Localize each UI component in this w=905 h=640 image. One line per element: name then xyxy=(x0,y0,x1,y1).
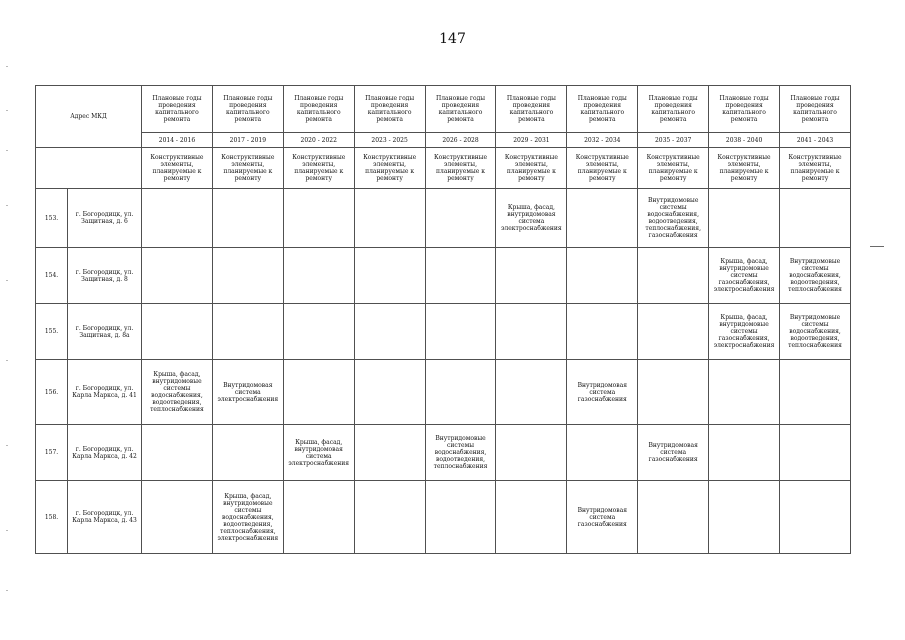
repair-elements-cell xyxy=(354,425,425,481)
elements-header: Конструктивные элементы, планируемые к ремонту xyxy=(567,148,638,189)
period-header: 2035 - 2037 xyxy=(638,133,709,148)
page-number: 147 xyxy=(439,31,466,47)
repair-elements-cell xyxy=(638,481,709,554)
period-header: 2026 - 2028 xyxy=(425,133,496,148)
repair-elements-cell xyxy=(780,189,851,248)
repair-elements-cell xyxy=(496,248,567,304)
repair-elements-cell xyxy=(142,481,213,554)
repair-elements-cell xyxy=(425,248,496,304)
elements-header: Конструктивные элементы, планируемые к ремонту xyxy=(212,148,283,189)
planned-years-header: Плановые годы проведения капитального ремонта xyxy=(283,86,354,133)
left-edge-mark xyxy=(6,360,8,361)
row-number: 153. xyxy=(36,189,68,248)
planned-years-header: Плановые годы проведения капитального ремонта xyxy=(425,86,496,133)
left-edge-mark xyxy=(6,66,8,67)
planned-years-header: Плановые годы проведения капитального ремонта xyxy=(567,86,638,133)
building-address: г. Богородицк, ул. Карла Маркса, д. 41 xyxy=(68,360,142,425)
planned-years-header: Плановые годы проведения капитального ремонта xyxy=(709,86,780,133)
table-row xyxy=(36,248,851,304)
repair-elements-cell xyxy=(780,360,851,425)
repair-elements-cell xyxy=(142,304,213,360)
elements-header: Конструктивные элементы, планируемые к ремонту xyxy=(283,148,354,189)
repair-elements-cell: Внутридомовые системы водоснабжения, водоотведения, теплоснабжения xyxy=(425,425,496,481)
table-row xyxy=(36,360,851,425)
period-header: 2041 - 2043 xyxy=(780,133,851,148)
repair-elements-cell xyxy=(567,189,638,248)
period-header: 2038 - 2040 xyxy=(709,133,780,148)
repair-elements-cell xyxy=(212,304,283,360)
repair-elements-cell xyxy=(212,425,283,481)
period-header: 2032 - 2034 xyxy=(567,133,638,148)
period-header: 2029 - 2031 xyxy=(496,133,567,148)
address-header: Адрес МКД xyxy=(36,86,142,148)
left-edge-mark xyxy=(6,205,8,206)
building-address: г. Богородицк, ул. Карла Маркса, д. 42 xyxy=(68,425,142,481)
repair-elements-cell xyxy=(425,189,496,248)
table-row xyxy=(36,304,851,360)
repair-elements-cell xyxy=(496,425,567,481)
table-row xyxy=(36,189,851,248)
building-address: г. Богородицк, ул. Карла Маркса, д. 43 xyxy=(68,481,142,554)
repair-elements-cell: Крыша, фасад, внутридомовая система электроснабжения xyxy=(283,425,354,481)
planned-years-header: Плановые годы проведения капитального ремонта xyxy=(496,86,567,133)
repair-elements-cell xyxy=(425,304,496,360)
repair-schedule-table xyxy=(35,85,851,554)
repair-elements-cell: Внутридомовые системы водоснабжения, водоотведения, теплоснабжения xyxy=(780,304,851,360)
repair-elements-cell xyxy=(212,248,283,304)
right-margin-mark xyxy=(870,246,884,247)
header-blank-cell xyxy=(36,148,142,189)
elements-header: Конструктивные элементы, планируемые к ремонту xyxy=(142,148,213,189)
repair-elements-cell xyxy=(142,425,213,481)
repair-elements-cell xyxy=(709,189,780,248)
left-edge-mark xyxy=(6,280,8,281)
repair-elements-cell xyxy=(709,360,780,425)
repair-elements-cell xyxy=(283,360,354,425)
repair-elements-cell xyxy=(142,248,213,304)
period-header: 2020 - 2022 xyxy=(283,133,354,148)
repair-elements-cell xyxy=(496,304,567,360)
repair-elements-cell: Крыша, фасад, внутридомовые системы водоснабжения, водоотведения, теплоснабжения xyxy=(142,360,213,425)
repair-elements-cell xyxy=(567,304,638,360)
elements-header: Конструктивные элементы, планируемые к ремонту xyxy=(638,148,709,189)
row-number: 157. xyxy=(36,425,68,481)
repair-elements-cell xyxy=(496,360,567,425)
repair-elements-cell xyxy=(780,481,851,554)
repair-elements-cell xyxy=(709,481,780,554)
building-address: г. Богородицк, ул. Защитная, д. 8а xyxy=(68,304,142,360)
planned-years-header: Плановые годы проведения капитального ремонта xyxy=(142,86,213,133)
repair-elements-cell xyxy=(283,248,354,304)
repair-elements-cell xyxy=(496,481,567,554)
repair-elements-cell xyxy=(567,248,638,304)
building-address: г. Богородицк, ул. Защитная, д. 8 xyxy=(68,248,142,304)
repair-elements-cell: Крыша, фасад, внутридомовая система электроснабжения xyxy=(496,189,567,248)
repair-elements-cell xyxy=(142,189,213,248)
repair-elements-cell: Внутридомовая система газоснабжения xyxy=(567,481,638,554)
left-edge-mark xyxy=(6,445,8,446)
row-number: 155. xyxy=(36,304,68,360)
repair-elements-cell xyxy=(567,425,638,481)
repair-elements-cell xyxy=(780,425,851,481)
repair-elements-cell: Крыша, фасад, внутридомовые системы водоснабжения, водоотведения, теплоснабжения, электроснабжения xyxy=(212,481,283,554)
elements-header: Конструктивные элементы, планируемые к ремонту xyxy=(354,148,425,189)
left-edge-mark xyxy=(6,150,8,151)
elements-header: Конструктивные элементы, планируемые к ремонту xyxy=(780,148,851,189)
repair-elements-cell xyxy=(425,481,496,554)
repair-elements-cell xyxy=(354,304,425,360)
planned-years-header: Плановые годы проведения капитального ремонта xyxy=(212,86,283,133)
repair-elements-cell xyxy=(354,248,425,304)
planned-years-header: Плановые годы проведения капитального ремонта xyxy=(780,86,851,133)
table-row xyxy=(36,425,851,481)
repair-elements-cell xyxy=(638,360,709,425)
building-address: г. Богородицк, ул. Защитная, д. 6 xyxy=(68,189,142,248)
period-header: 2023 - 2025 xyxy=(354,133,425,148)
repair-elements-cell: Внутридомовые системы водоснабжения, водоотведения, теплоснабжения xyxy=(780,248,851,304)
elements-header: Конструктивные элементы, планируемые к ремонту xyxy=(425,148,496,189)
repair-elements-cell xyxy=(425,360,496,425)
repair-elements-cell: Внутридомовая система газоснабжения xyxy=(638,425,709,481)
repair-elements-cell xyxy=(283,304,354,360)
repair-elements-cell xyxy=(354,360,425,425)
row-number: 158. xyxy=(36,481,68,554)
period-header: 2017 - 2019 xyxy=(212,133,283,148)
repair-elements-cell xyxy=(212,189,283,248)
repair-elements-cell: Крыша, фасад, внутридомовые системы газоснабжения, электроснабжения xyxy=(709,248,780,304)
left-edge-mark xyxy=(6,590,8,591)
row-number: 154. xyxy=(36,248,68,304)
left-edge-mark xyxy=(6,110,8,111)
left-edge-mark xyxy=(6,530,8,531)
elements-header: Конструктивные элементы, планируемые к ремонту xyxy=(709,148,780,189)
period-header: 2014 - 2016 xyxy=(142,133,213,148)
repair-elements-cell: Внутридомовая система газоснабжения xyxy=(567,360,638,425)
repair-elements-cell: Внутридомовая система электроснабжения xyxy=(212,360,283,425)
repair-elements-cell: Внутридомовые системы водоснабжения, водоотведения, теплоснабжения, газоснабжения xyxy=(638,189,709,248)
repair-elements-cell xyxy=(354,481,425,554)
repair-elements-cell: Крыша, фасад, внутридомовые системы газоснабжения, электроснабжения xyxy=(709,304,780,360)
planned-years-header: Плановые годы проведения капитального ремонта xyxy=(638,86,709,133)
planned-years-header: Плановые годы проведения капитального ремонта xyxy=(354,86,425,133)
table-row xyxy=(36,481,851,554)
elements-header: Конструктивные элементы, планируемые к ремонту xyxy=(496,148,567,189)
repair-elements-cell xyxy=(709,425,780,481)
repair-elements-cell xyxy=(638,248,709,304)
repair-elements-cell xyxy=(283,481,354,554)
row-number: 156. xyxy=(36,360,68,425)
repair-elements-cell xyxy=(354,189,425,248)
repair-elements-cell xyxy=(638,304,709,360)
repair-elements-cell xyxy=(283,189,354,248)
